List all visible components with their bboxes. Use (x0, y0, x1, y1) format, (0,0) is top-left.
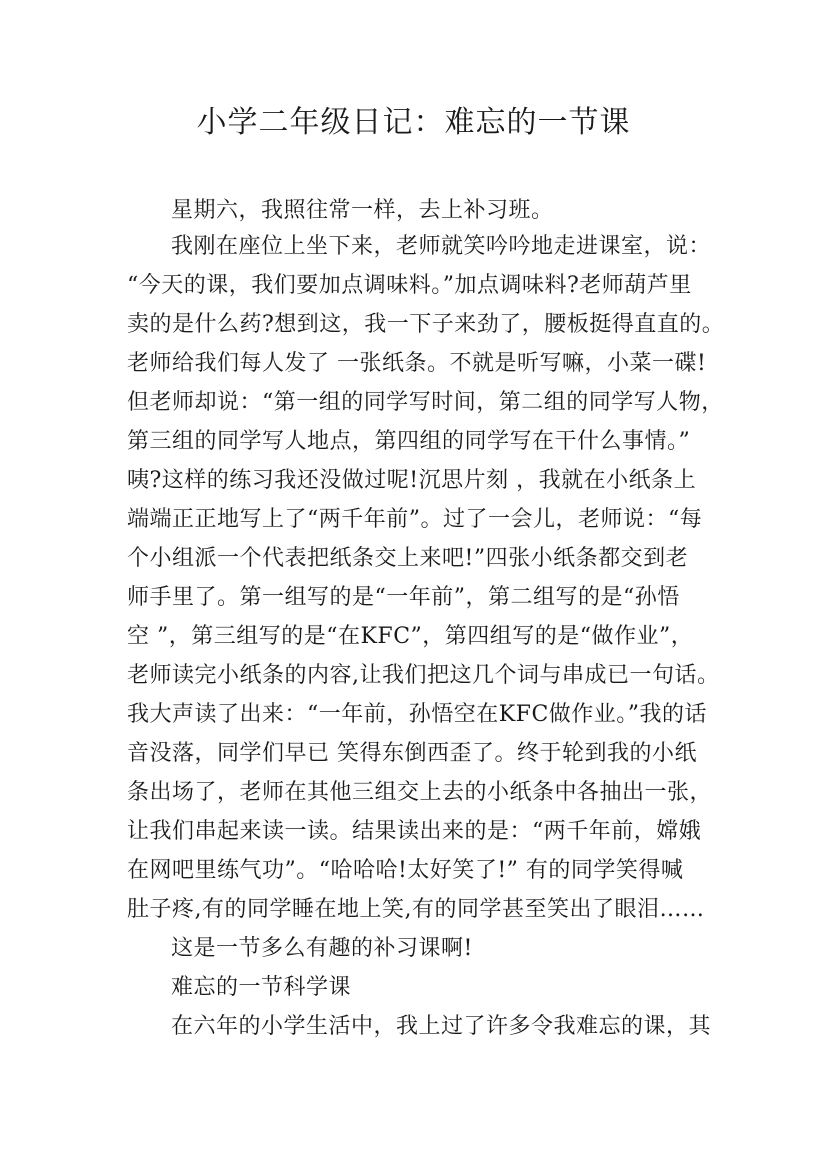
text-line: 我刚在座位上坐下来，老师就笑吟吟地走进课室，说： (171, 234, 712, 259)
text-line: 在网吧里练气功”。“哈哈哈!太好笑了!” 有的同学笑得喊 (127, 858, 684, 883)
document-title: 小学二年级日记：难忘的一节课 (196, 105, 631, 140)
text-line: 但老师却说：“第一组的同学写时间，第二组的同学写人物， (127, 390, 724, 415)
text-line: 在六年的小学生活中，我上过了许多令我难忘的课，其 (171, 1014, 712, 1039)
text-line: 老师给我们每人发了 一张纸条。不就是听写嘛，小菜一碟! (127, 351, 707, 376)
text-line: 这是一节多么有趣的补习课啊! (171, 936, 473, 961)
text-line: 空 ”，第三组写的是“在KFC”，第四组写的是“做作业”， (127, 624, 694, 649)
text-line: 老师读完小纸条的内容,让我们把这几个词与串成已一句话。 (127, 663, 720, 688)
text-line: 第三组的同学写人地点，第四组的同学写在干什么事情。” (127, 429, 691, 454)
text-line: 端端正正地写上了“两千年前”。过了一会儿，老师说：“每 (127, 507, 703, 532)
text-line: 星期六，我照往常一样，去上补习班。 (171, 198, 554, 223)
text-line: 让我们串起来读一读。结果读出来的是：“两千年前，嫦娥 (127, 819, 702, 844)
section-heading: 难忘的一节科学课 (171, 975, 352, 1000)
text-line: 我大声读了出来：“一年前，孙悟空在KFC做作业。”我的话 (127, 702, 708, 727)
text-line: 咦?这样的练习我还没做过呢!沉思片刻 ，我就在小纸条上 (127, 468, 697, 493)
text-line: 肚子疼,有的同学睡在地上笑,有的同学甚至笑出了眼泪…… (127, 897, 705, 922)
text-line: 师手里了。第一组写的是“一年前”，第二组写的是“孙悟 (127, 585, 680, 610)
text-line: 个小组派一个代表把纸条交上来吧!”四张小纸条都交到老 (127, 546, 689, 571)
text-line: “今天的课，我们要加点调味料。”加点调味料?老师葫芦里 (127, 273, 692, 298)
text-line: 卖的是什么药?想到这，我一下子来劲了，腰板挺得直直的。 (127, 312, 725, 337)
text-line: 条出场了，老师在其他三组交上去的小纸条中各抽出一张， (127, 780, 713, 805)
text-line: 音没落，同学们早已 笑得东倒西歪了。终于轮到我的小纸 (127, 741, 697, 766)
